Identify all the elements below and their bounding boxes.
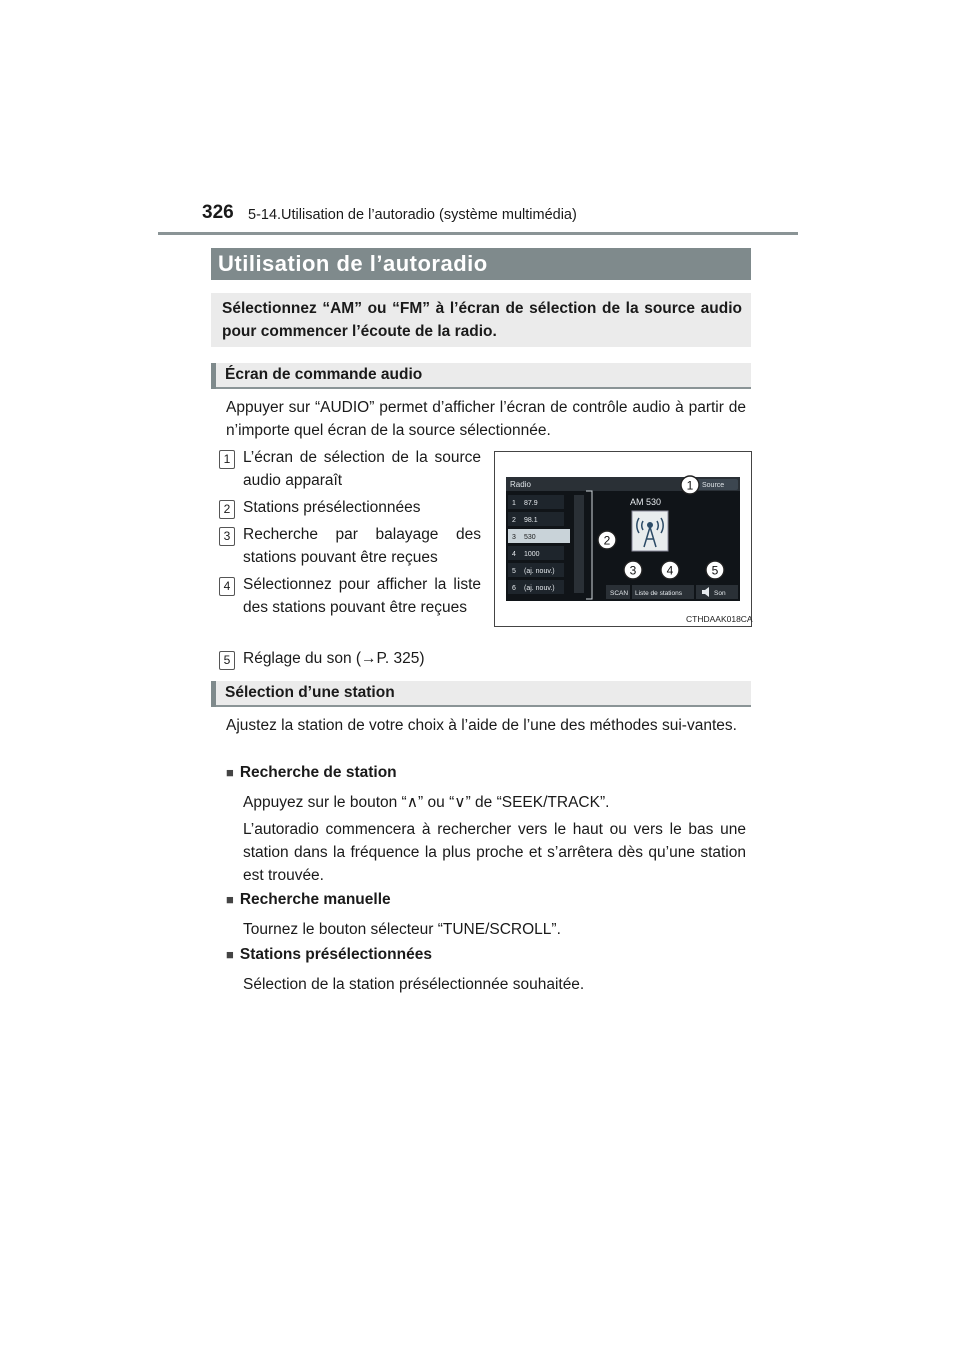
scan-button-label: SCAN xyxy=(610,590,629,597)
subheading-audio-screen xyxy=(211,363,751,389)
audio-screen-description: Appuyer sur “AUDIO” permet d’afficher l’écran de contrôle audio à partir de n’importe quel écran de la source sélectionnée. xyxy=(226,399,746,439)
svg-text:4: 4 xyxy=(512,551,516,558)
figure-marker-2 xyxy=(598,531,616,549)
svg-text:1: 1 xyxy=(512,500,516,507)
header-rule xyxy=(158,232,798,235)
method-line: Appuyez sur le bouton “∧” ou “∨” de “SEEK/TRACK”. xyxy=(243,794,610,811)
svg-text:(aj. nouv.): (aj. nouv.) xyxy=(524,568,555,575)
svg-text:2: 2 xyxy=(603,533,611,548)
callout-text: L’écran de sélection de la source audio apparaît xyxy=(243,449,481,489)
svg-text:2: 2 xyxy=(512,517,516,524)
callout-number: 2 xyxy=(219,500,235,519)
svg-text:4: 4 xyxy=(666,563,674,578)
callout-item xyxy=(219,523,481,571)
current-station: AM 530 xyxy=(630,497,662,507)
callout-item xyxy=(219,573,481,643)
page-number: 326 xyxy=(202,202,234,223)
figure-marker-5 xyxy=(706,561,724,579)
section-title: Utilisation de l’autoradio xyxy=(218,251,488,276)
method-title: ■ Recherche manuelle xyxy=(226,891,391,908)
callout-number: 5 xyxy=(219,651,235,670)
svg-text:3: 3 xyxy=(629,563,637,578)
svg-text:98.1: 98.1 xyxy=(524,517,538,524)
source-button-label: Source xyxy=(702,482,725,489)
station-selection-description: Ajustez la station de votre choix à l’aide de l’une des méthodes sui-vantes. xyxy=(226,717,737,734)
callout-text: Stations présélectionnées xyxy=(243,499,421,516)
callout-item xyxy=(219,647,481,671)
method-title: ■ Recherche de station xyxy=(226,764,397,781)
method-seek xyxy=(226,764,746,782)
svg-text:1000: 1000 xyxy=(524,551,540,558)
subheading-label: Sélection d’une station xyxy=(225,684,395,701)
figure-marker-1 xyxy=(681,476,699,494)
station-list-button-label: Liste de stations xyxy=(635,590,682,597)
chapter-title: 5-14.Utilisation de l’autoradio (système multimédia) xyxy=(248,207,577,223)
figure-code: CTHDAAK018CA xyxy=(686,614,753,624)
screen-title: Radio xyxy=(510,480,531,489)
callout-number: 1 xyxy=(219,450,235,469)
callout-text: Recherche par balayage des stations pouvant être reçues xyxy=(243,526,481,566)
callout-number: 3 xyxy=(219,527,235,546)
svg-text:530: 530 xyxy=(524,534,536,541)
callout-text: Réglage du son (→P. 325) xyxy=(243,650,425,667)
method-manual xyxy=(226,891,746,909)
callout-text: Sélectionnez pour afficher la liste des stations pouvant être reçues xyxy=(243,576,481,616)
svg-text:3: 3 xyxy=(512,534,516,541)
method-line: Sélection de la station présélectionnée souhaitée. xyxy=(243,976,585,993)
svg-text:1: 1 xyxy=(686,478,694,493)
method-title: ■ Stations présélectionnées xyxy=(226,946,432,963)
subheading-station-selection xyxy=(211,681,751,707)
method-line: L’autoradio commencera à rechercher vers le haut ou vers le bas une station dans la fréquence la plus proche et s’arrêtera dès qu’une station est trouvée. xyxy=(243,821,746,884)
square-bullet-icon: ■ xyxy=(226,947,234,962)
figure-marker-3 xyxy=(624,561,642,579)
svg-text:(aj. nouv.): (aj. nouv.) xyxy=(524,585,555,592)
method-line: Tournez le bouton sélecteur “TUNE/SCROLL”. xyxy=(243,921,561,938)
callout-item xyxy=(219,446,481,494)
callout-number: 4 xyxy=(219,577,235,596)
svg-text:87.9: 87.9 xyxy=(524,500,538,507)
intro-text: Sélectionnez “AM” ou “FM” à l’écran de sélection de la source audio pour commencer l’écoute de la radio. xyxy=(222,300,742,340)
sound-button-label: Son xyxy=(714,590,726,597)
svg-text:6: 6 xyxy=(512,585,516,592)
square-bullet-icon: ■ xyxy=(226,765,234,780)
figure-markers xyxy=(494,451,750,625)
subheading-label: Écran de commande audio xyxy=(225,366,423,383)
figure-marker-4 xyxy=(661,561,679,579)
svg-text:5: 5 xyxy=(512,568,516,575)
svg-text:5: 5 xyxy=(711,563,719,578)
method-presets xyxy=(226,946,746,964)
callout-item xyxy=(219,496,481,520)
square-bullet-icon: ■ xyxy=(226,892,234,907)
